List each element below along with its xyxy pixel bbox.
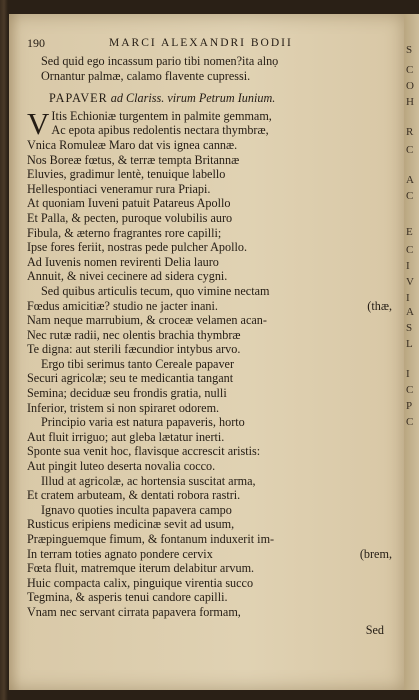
verse-line-text: Illud at agricolæ, ac hortensia suscitat arma, — [41, 473, 256, 488]
verse-line — [27, 153, 392, 168]
running-title: MARCI ALEXANDRI BODII — [109, 37, 293, 49]
next-page-letter: S — [406, 44, 413, 56]
verse-line — [27, 313, 392, 328]
running-head — [27, 36, 392, 52]
verse-line-text: Semina; deciduæ seu frondis gratia, nulli — [27, 386, 227, 401]
next-page-letter: I — [406, 260, 410, 272]
verse-line — [27, 590, 392, 605]
verse-line-text: Ignavo quoties inculta papavera campo — [41, 502, 232, 517]
next-page-letter: E — [406, 226, 413, 238]
verse-line — [27, 138, 392, 153]
verse-line-text: Nos Boreæ fœtus, & terræ tempta Britannæ — [27, 152, 240, 167]
next-page-letter: C — [406, 64, 414, 76]
next-page-letter: H — [406, 96, 414, 108]
verse-line — [27, 109, 392, 124]
verse-line-text: Ornantur palmæ, calamo flavente cupressi. — [41, 68, 251, 83]
verse-line-text: Sed quibus articulis tecum, quo vimine nectam — [41, 283, 270, 298]
verse-line-text: Annuit, & nivei cecinere ad sidera cygni. — [27, 269, 228, 284]
verse-line — [27, 196, 392, 211]
verse-line — [27, 605, 392, 620]
verse-line-text: Sed quid ego incassum pario tibi nomen?ita alnọ — [41, 54, 279, 68]
verse-line-text: Securi agricolæ; seu te medicantia tangant — [27, 371, 234, 386]
verse-line — [27, 357, 392, 372]
poem-dedication: ad Clariss. virum Petrum Iunium. — [110, 91, 276, 106]
next-page-letter: C — [406, 416, 414, 428]
verse-line — [27, 240, 392, 255]
verse-line — [27, 576, 392, 591]
verse-line-text: Vnica Romuleæ Maro dat vis ignea cannæ. — [27, 137, 238, 152]
verse-line-text: Aut fluit irriguo; aut gleba lætatur inerti. — [27, 429, 225, 444]
verse-line — [27, 474, 392, 489]
verse-line-text: Rusticus eripiens medicinæ sevit ad usum, — [27, 517, 235, 532]
verse-line — [27, 459, 392, 474]
opening-lines — [27, 105, 392, 141]
verse-line — [27, 299, 392, 314]
next-page-letter: P — [406, 400, 413, 412]
verse-line-text: Fibula, & æterno fragrantes rore capilli; — [27, 225, 222, 240]
next-page-letter: C — [406, 144, 414, 156]
verse-line-text: At quoniam Iuveni patuit Patareus Apollo — [27, 196, 231, 211]
verse-line — [27, 561, 392, 576]
page-number: 190 — [27, 36, 45, 50]
verse-line — [27, 123, 392, 138]
verse-line-text: Itis Echioniæ turgentem in palmite gemmam, — [51, 108, 272, 123]
verse-line-text: Præpinguemque fimum, & fontanum induxerit im- — [27, 532, 275, 546]
turnover-fragment: (thæ, — [367, 298, 392, 313]
opening-lines-text — [27, 105, 392, 141]
verse-line — [27, 182, 392, 197]
next-page-letter: S — [406, 322, 413, 334]
verse-line-text: Huic compacta calix, pinguique virentia succo — [27, 575, 254, 590]
verse-line-text: Et Palla, & pecten, puroque volubilis auro — [27, 210, 233, 225]
next-page-letter: O — [406, 80, 414, 92]
intro-lines — [27, 54, 392, 83]
verse-line — [27, 430, 392, 445]
verse-line — [27, 503, 392, 518]
next-page-letter: C — [406, 384, 414, 396]
next-page-letter: A — [406, 306, 414, 318]
next-page-letter: V — [406, 276, 414, 288]
verse-lines — [27, 138, 392, 620]
next-page-letter: I — [406, 292, 410, 304]
catchword: Sed — [365, 622, 384, 637]
verse-line-text: Et cratem arbuteam, & dentati robora rastri. — [27, 488, 241, 503]
verse-line — [27, 415, 392, 430]
verse-line-text: Te digna: aut sterili fæcundior intybus arvo. — [27, 342, 241, 357]
verse-line — [27, 167, 392, 182]
drop-cap: V — [27, 105, 50, 141]
next-page-letter: C — [406, 244, 414, 256]
verse-line-text: Ipse fores feriit, nostras pede pulcher Apollo. — [27, 240, 247, 255]
verse-line — [27, 54, 392, 69]
verse-line-text: Inferior, tristem si non spiraret odorem. — [27, 400, 220, 415]
verse-line-text: Hellespontiaci veneramur rura Priapi. — [27, 181, 211, 196]
verse-line — [27, 386, 392, 401]
verse-line-text: Aut pingit luteo deserta novalia cocco. — [27, 459, 216, 474]
verse-line-text: Vnam nec servant cirrata papavera formam, — [27, 604, 241, 619]
verse-line — [27, 547, 392, 562]
poem-title — [49, 91, 392, 106]
verse-line — [27, 342, 392, 357]
verse-line-text: Eluvies, gradimur lentè, tenuique labello — [27, 167, 226, 182]
verse-line-text: Ergo tibi serimus tanto Cereale papaver — [41, 356, 235, 371]
verse-line-text: Fœta fluit, matremque iterum delabitur arvum. — [27, 561, 255, 576]
verse-line-text: Ac epota apibus redolentis nectara thymbræ, — [51, 123, 269, 138]
verse-line-text: Nec rutæ radii, nec olentis brachia thymbræ — [27, 327, 241, 342]
page-text — [27, 36, 392, 637]
verse-line — [27, 328, 392, 343]
verse-line — [27, 401, 392, 416]
next-page-letter: I — [406, 368, 410, 380]
verse-line — [27, 211, 392, 226]
verse-line — [27, 69, 392, 84]
next-page-letter: A — [406, 174, 414, 186]
verse-line-text: Principio varia est natura papaveris, horto — [41, 415, 245, 430]
next-page-letter: R — [406, 126, 414, 138]
turnover-fragment: (brem, — [359, 546, 392, 561]
verse-line — [27, 255, 392, 270]
next-page-letter: C — [406, 190, 414, 202]
verse-line — [27, 269, 392, 284]
verse-line-text: Nam neque marrubium, & croceæ velamen acan- — [27, 313, 267, 328]
verse-line-text: In terram toties agnato pondere cervix — [27, 546, 213, 561]
verse-line — [27, 444, 392, 459]
next-page-edge — [404, 14, 419, 690]
verse-line-text: Tegmina, & asperis tenui candore capilli. — [27, 590, 228, 605]
verse-line — [27, 532, 392, 547]
verse-line — [27, 226, 392, 241]
verse-line — [27, 488, 392, 503]
verse-line-text: Sponte sua venit hoc, flavisque accrescit aristis: — [27, 444, 261, 459]
verse-line — [27, 517, 392, 532]
verse-line — [27, 371, 392, 386]
poem-name: PAPAVER — [49, 91, 108, 106]
page-verso — [9, 14, 404, 690]
next-page-letter: L — [406, 338, 413, 350]
verse-line — [27, 284, 392, 299]
verse-line-text: Ad Iuvenis nomen revirenti Delia lauro — [27, 254, 219, 269]
verse-line-text: Fœdus amicitiæ? studio ne jacter inani. — [27, 298, 218, 313]
